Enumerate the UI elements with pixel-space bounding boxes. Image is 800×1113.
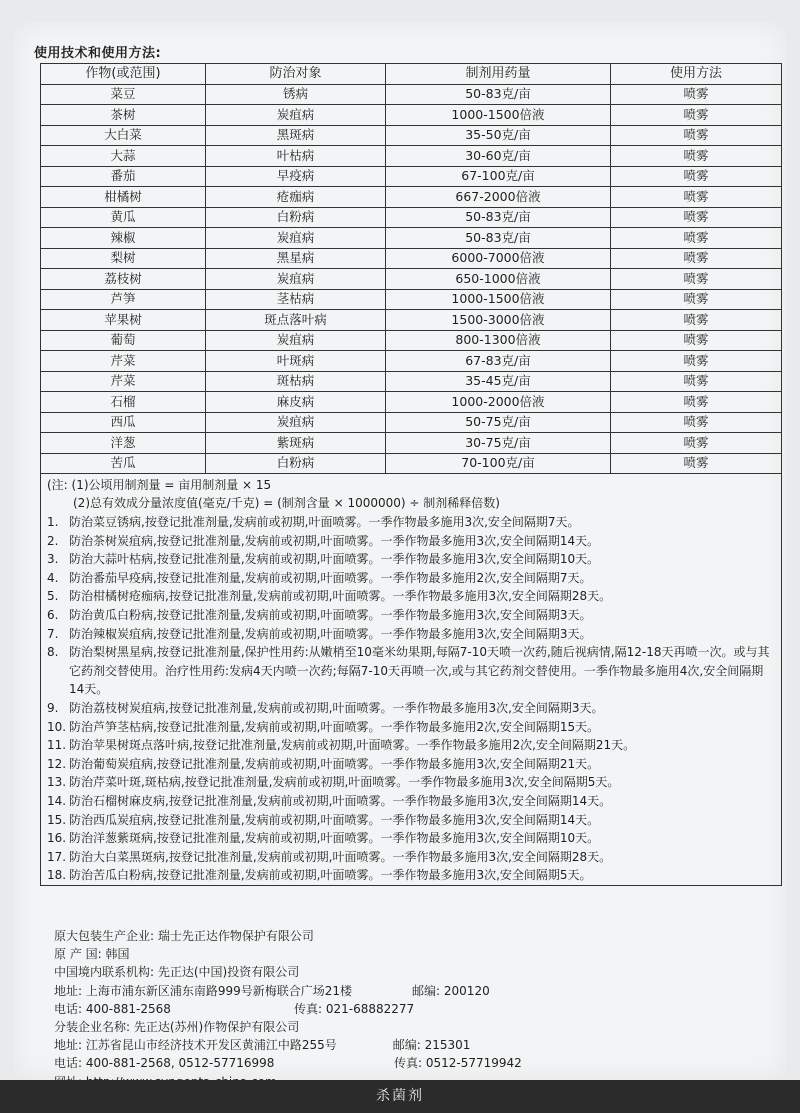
cell-method: 喷雾 (611, 187, 782, 208)
notes-row (41, 474, 782, 886)
cell-method: 喷雾 (611, 412, 782, 433)
table-row (41, 269, 782, 290)
postcode-text: 邮编: 200120 (412, 983, 490, 998)
cell-method: 喷雾 (611, 146, 782, 167)
cell-dosage: 650-1000倍液 (386, 269, 611, 290)
table-row (41, 412, 782, 433)
list-item (47, 773, 775, 792)
table-row (41, 84, 782, 105)
cell-method: 喷雾 (611, 166, 782, 187)
cell-target: 叶斑病 (206, 351, 386, 372)
list-item-number: 8. (47, 645, 59, 660)
list-item-number: 15. (47, 812, 67, 827)
list-item-number: 12. (47, 756, 67, 771)
cell-method: 喷雾 (611, 351, 782, 372)
list-item-text: 防治洋葱紫斑病,按登记批准剂量,发病前或初期,叶面喷雾。一季作物最多施用3次,安全间隔期10天。 (69, 831, 600, 846)
list-item-text: 防治大白菜黑斑病,按登记批准剂量,发病前或初期,叶面喷雾。一季作物最多施用3次,安全间隔期28天。 (69, 849, 612, 864)
table-row (41, 351, 782, 372)
header-target: 防治对象 (206, 64, 386, 85)
cell-target: 茎枯病 (206, 289, 386, 310)
list-item-number: 17. (47, 849, 67, 864)
cell-dosage: 30-75克/亩 (386, 433, 611, 454)
table-header-row (41, 64, 782, 85)
cell-crop: 柑橘树 (41, 187, 206, 208)
list-item-number: 1. (47, 515, 59, 529)
list-item (47, 550, 775, 569)
cell-crop: 梨树 (41, 248, 206, 269)
table-row (41, 125, 782, 146)
usage-table (40, 63, 782, 886)
cell-method: 喷雾 (611, 433, 782, 454)
cell-dosage: 35-50克/亩 (386, 125, 611, 146)
cell-method: 喷雾 (611, 105, 782, 126)
cell-dosage: 70-100克/亩 (386, 453, 611, 474)
cell-method: 喷雾 (611, 453, 782, 474)
table-row (41, 392, 782, 413)
section-heading: 使用技术和使用方法: (34, 46, 162, 61)
list-item-text: 防治葡萄炭疽病,按登记批准剂量,发病前或初期,叶面喷雾。一季作物最多施用3次,安全间隔期21天。 (69, 756, 600, 771)
cell-crop: 苦瓜 (41, 453, 206, 474)
label-page (14, 22, 786, 1080)
cell-crop: 荔枝树 (41, 269, 206, 290)
distributor-postcode-text: 邮编: 215301 (392, 1038, 471, 1053)
table-row (41, 371, 782, 392)
table-row (41, 207, 782, 228)
list-item-text: 防治黄瓜白粉病,按登记批准剂量,发病前或初期,叶面喷雾。一季作物最多施用3次,安全间隔期3天。 (69, 607, 592, 622)
notes-cell (41, 474, 782, 886)
list-item-text: 防治菜豆锈病,按登记批准剂量,发病前或初期,叶面喷雾。一季作物最多施用3次,安全间隔期7天。 (69, 515, 580, 529)
list-item-number: 6. (47, 607, 59, 622)
cell-crop: 茶树 (41, 105, 206, 126)
cell-method: 喷雾 (611, 228, 782, 249)
list-item-text: 防治辣椒炭疽病,按登记批准剂量,发病前或初期,叶面喷雾。一季作物最多施用3次,安全间隔期3天。 (69, 626, 592, 641)
cell-target: 早疫病 (206, 166, 386, 187)
cell-method: 喷雾 (611, 310, 782, 331)
list-item-text: 防治大蒜叶枯病,按登记批准剂量,发病前或初期,叶面喷雾。一季作物最多施用3次,安全间隔期10天。 (69, 552, 600, 567)
table-row (41, 105, 782, 126)
cell-target: 疮痂病 (206, 187, 386, 208)
list-item-text: 防治石榴树麻皮病,按登记批准剂量,发病前或初期,叶面喷雾。一季作物最多施用3次,安全间隔期14天。 (69, 793, 612, 808)
cell-dosage: 6000-7000倍液 (386, 248, 611, 269)
cell-dosage: 50-83克/亩 (386, 228, 611, 249)
cell-target: 紫斑病 (206, 433, 386, 454)
cell-target: 黑星病 (206, 248, 386, 269)
cell-crop: 石榴 (41, 392, 206, 413)
list-item (47, 792, 775, 811)
instruction-list (47, 513, 775, 885)
list-item-number: 3. (47, 552, 59, 567)
cell-crop: 大白菜 (41, 125, 206, 146)
cell-method: 喷雾 (611, 269, 782, 290)
cell-target: 炭疽病 (206, 330, 386, 351)
list-item (47, 606, 775, 625)
address-text: 地址: 上海市浦东新区浦东南路999号新梅联合广场21楼 (54, 983, 353, 998)
cell-method: 喷雾 (611, 248, 782, 269)
list-item (47, 625, 775, 644)
note-line-2: (2)总有效成分量浓度值(毫克/千克) = (制剂含量 × 1000000) ÷ 制剂稀释倍数) (73, 496, 500, 510)
cell-dosage: 50-83克/亩 (386, 207, 611, 228)
note-line-1: (注: (1)公顷用制剂量 = 亩用制剂量 × 15 (47, 478, 272, 492)
list-item-text: 防治茶树炭疽病,按登记批准剂量,发病前或初期,叶面喷雾。一季作物最多施用3次,安全间隔期14天。 (69, 533, 600, 548)
list-item (47, 587, 775, 606)
list-item-number: 18. (47, 868, 67, 883)
phone-text: 电话: 400-881-2568 (54, 1001, 171, 1016)
table-row (41, 330, 782, 351)
cell-dosage: 1000-1500倍液 (386, 289, 611, 310)
list-item-text: 防治苹果树斑点落叶病,按登记批准剂量,发病前或初期,叶面喷雾。一季作物最多施用2次,安全间隔期21天。 (69, 738, 636, 753)
cell-target: 炭疽病 (206, 228, 386, 249)
cell-dosage: 1000-2000倍液 (386, 392, 611, 413)
cell-target: 斑枯病 (206, 371, 386, 392)
list-item (47, 718, 775, 737)
cell-target: 锈病 (206, 84, 386, 105)
cell-dosage: 1000-1500倍液 (386, 105, 611, 126)
cell-target: 叶枯病 (206, 146, 386, 167)
footer-bar (0, 1080, 800, 1113)
distributor-fax-text: 传真: 0512-57719942 (394, 1056, 522, 1071)
table-row (41, 166, 782, 187)
cell-target: 炭疽病 (206, 269, 386, 290)
cell-dosage: 800-1300倍液 (386, 330, 611, 351)
list-item (47, 848, 775, 867)
list-item-text: 防治梨树黑星病,按登记批准剂量,保护性用药:从嫩梢至10毫米幼果期,每隔7-10天喷一次药,随后视病情,隔12-18天再喷一次。或与其它药剂交替使用。治疗性用药:发病4天内喷一次药;每隔7-10天再喷一次,或与其它药剂交替使用。一季作物最多施用4次,安全间隔期14天。 (69, 645, 770, 697)
list-item-number: 4. (47, 570, 59, 585)
table-row (41, 289, 782, 310)
fax-text: 传真: 021-68882277 (294, 1001, 415, 1016)
list-item-text: 防治苦瓜白粉病,按登记批准剂量,发病前或初期,叶面喷雾。一季作物最多施用3次,安全间隔期5天。 (69, 868, 592, 883)
table-row (41, 453, 782, 474)
header-crop: 作物(或范围) (41, 64, 206, 85)
list-item (47, 569, 775, 588)
list-item (47, 829, 775, 848)
list-item (47, 532, 775, 551)
list-item-number: 13. (47, 775, 67, 790)
list-item-number: 11. (47, 738, 67, 753)
manufacturer-text: 原大包装生产企业: 瑞士先正达作物保护有限公司 (54, 929, 314, 943)
cell-target: 白粉病 (206, 207, 386, 228)
table-row (41, 146, 782, 167)
cell-dosage: 667-2000倍液 (386, 187, 611, 208)
cell-method: 喷雾 (611, 84, 782, 105)
cell-dosage: 67-83克/亩 (386, 351, 611, 372)
cell-crop: 西瓜 (41, 412, 206, 433)
list-item-number: 2. (47, 533, 59, 548)
cell-dosage: 67-100克/亩 (386, 166, 611, 187)
list-item-text: 防治番茄早疫病,按登记批准剂量,发病前或初期,叶面喷雾。一季作物最多施用2次,安全间隔期7天。 (69, 570, 592, 585)
list-item (47, 736, 775, 755)
cell-target: 黑斑病 (206, 125, 386, 146)
list-item-text: 防治芦笋茎枯病,按登记批准剂量,发病前或初期,叶面喷雾。一季作物最多施用2次,安全间隔期15天。 (69, 719, 600, 734)
list-item-text: 防治柑橘树疮痂病,按登记批准剂量,发病前或初期,叶面喷雾。一季作物最多施用3次,安全间隔期28天。 (69, 589, 612, 604)
cell-method: 喷雾 (611, 207, 782, 228)
list-item-number: 7. (47, 626, 59, 641)
cell-target: 麻皮病 (206, 392, 386, 413)
list-item-number: 14. (47, 793, 67, 808)
cell-target: 炭疽病 (206, 105, 386, 126)
contact-org-text: 中国境内联系机构: 先正达(中国)投资有限公司 (54, 965, 300, 980)
list-item-text: 防治荔枝树炭疽病,按登记批准剂量,发病前或初期,叶面喷雾。一季作物最多施用3次,安全间隔期3天。 (69, 700, 604, 715)
list-item (47, 755, 775, 774)
cell-crop: 洋葱 (41, 433, 206, 454)
table-row (41, 433, 782, 454)
cell-dosage: 50-75克/亩 (386, 412, 611, 433)
table-row (41, 187, 782, 208)
cell-crop: 辣椒 (41, 228, 206, 249)
cell-method: 喷雾 (611, 330, 782, 351)
table-row (41, 228, 782, 249)
list-item-number: 10. (47, 719, 67, 734)
origin-text: 原 产 国: 韩国 (54, 947, 130, 962)
list-item (47, 699, 775, 718)
table-row (41, 310, 782, 331)
cell-dosage: 35-45克/亩 (386, 371, 611, 392)
cell-crop: 大蒜 (41, 146, 206, 167)
cell-target: 炭疽病 (206, 412, 386, 433)
footer-category: 杀菌剂 (376, 1088, 424, 1104)
cell-crop: 葡萄 (41, 330, 206, 351)
distributor-address-text: 地址: 江苏省昆山市经济技术开发区黄浦江中路255号 (54, 1038, 337, 1053)
cell-target: 白粉病 (206, 453, 386, 474)
company-info (54, 927, 774, 1091)
cell-crop: 番茄 (41, 166, 206, 187)
list-item-number: 16. (47, 831, 67, 846)
list-item (47, 513, 775, 532)
cell-dosage: 1500-3000倍液 (386, 310, 611, 331)
cell-crop: 芦笋 (41, 289, 206, 310)
list-item-number: 9. (47, 700, 59, 715)
distributor-phone-text: 电话: 400-881-2568, 0512-57716998 (54, 1056, 275, 1071)
list-item-text: 防治芹菜叶斑,斑枯病,按登记批准剂量,发病前或初期,叶面喷雾。一季作物最多施用3次,安全间隔期5天。 (69, 775, 620, 790)
cell-crop: 菜豆 (41, 84, 206, 105)
list-item (47, 643, 775, 699)
cell-target: 斑点落叶病 (206, 310, 386, 331)
cell-crop: 苹果树 (41, 310, 206, 331)
cell-dosage: 50-83克/亩 (386, 84, 611, 105)
list-item-text: 防治西瓜炭疽病,按登记批准剂量,发病前或初期,叶面喷雾。一季作物最多施用3次,安全间隔期14天。 (69, 812, 600, 827)
list-item (47, 866, 775, 885)
header-dosage: 制剂用药量 (386, 64, 611, 85)
distributor-text: 分装企业名称: 先正达(苏州)作物保护有限公司 (54, 1020, 300, 1035)
cell-method: 喷雾 (611, 125, 782, 146)
cell-dosage: 30-60克/亩 (386, 146, 611, 167)
table-row (41, 248, 782, 269)
list-item-number: 5. (47, 589, 59, 604)
list-item (47, 811, 775, 830)
cell-method: 喷雾 (611, 392, 782, 413)
header-method: 使用方法 (611, 64, 782, 85)
cell-crop: 芹菜 (41, 371, 206, 392)
cell-crop: 黄瓜 (41, 207, 206, 228)
cell-method: 喷雾 (611, 289, 782, 310)
cell-method: 喷雾 (611, 371, 782, 392)
cell-crop: 芹菜 (41, 351, 206, 372)
